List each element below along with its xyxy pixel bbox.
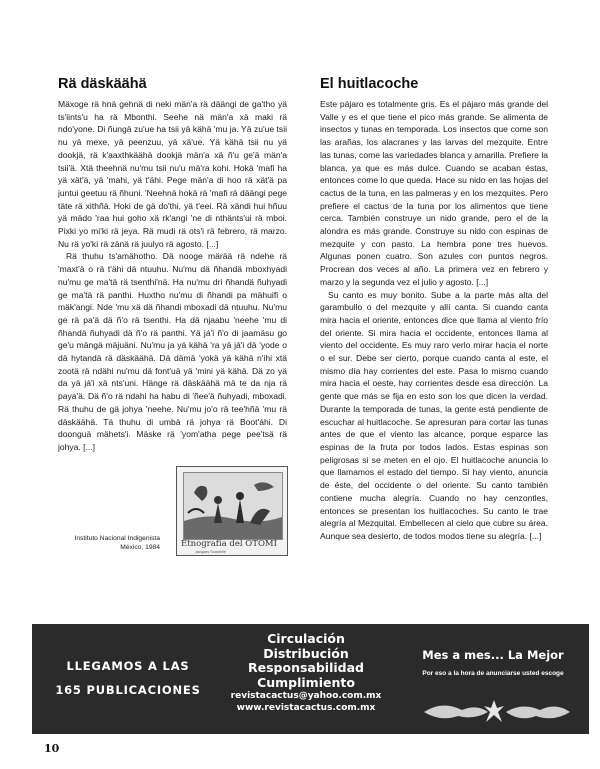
right-paragraph-2: Su canto es muy bonito. Sube a la parte más alta del garambullo o del mezquite y allí canta. Si cuando canta mira hacia el oriente, entonces dice que llama al viento frío del oriente. Si mira hacia el occidente, entonces llama al viento del occidente. Es muy raro verlo mirar hacia el norte o el sur. Debe ser cierto, porque cuando canta al este, el mismo día hay corrientes del este. Pasa lo mismo cuando mira hacia el oeste, hay corrientes desde esa dirección. La gente que más se fija en esto son los que dicen la verdad. Durante la temporada de tunas, la gente está pendiente de escuchar al huitlacoche. Se apresuran para cortar las tunas antes de que el viento las alcance, porque esparce las espinas de la fruta por todos lados. Estas espinas son peligrosas si se meten en el ojo. El huitlacoche anuncia lo que llamamos el estado del tiempo. Si hay viento, anuncia de éste, del occidente o del oriente. Su canto también contiene mucha alegría. Cuando no hay cenzontles, entonces se presentan los huitlacoches. Su canto le trae alegría al Mezquital. Embellecen al cielo que cubre su área. Aunque sea desierto, de todos modos tiene su alegría. [...] [320, 289, 548, 541]
banner-email[interactable]: revistacactus@yahoo.com.mx [230, 691, 382, 701]
banner-center-line1: Circulación [267, 631, 345, 646]
banner-center-line3: Responsabilidad [248, 660, 364, 675]
cactus-logo-icon [422, 696, 572, 724]
banner-left-line2: 165 PUBLICACIONES [55, 683, 201, 697]
banner-center-line4: Cumplimiento [257, 674, 355, 690]
book-title: Etnografía del OTOMÍ [181, 539, 277, 549]
book-illustration [183, 472, 283, 540]
banner-center-block [215, 632, 397, 714]
caption-place-year: México, 1984 [120, 543, 160, 551]
left-article [58, 76, 287, 454]
left-paragraph-2: Rä thuhu ts'amähotho. Dä nooge märää rä ndehe rä 'maxt'ä o rä t'ähi dä ntuuhu. Nu'mu dä ñhandä mboxhyadi nu'mu ge ma'tä rä tsenthi'nä. Ha nu'mu dri ñhandä ñuhyadi ge ma'tä rä panthi. Huxtho nu'mu di ñhandi pa mähuifi o mäk'angi. Nde 'mu xä dä ñhandi mboxadi dä ntuuhu. Nu'mu ge rä pa'ä dä ñ'o rä tsenthi. Ha dä njaabu 'neehe 'mu di ñhandä ñuhyadi dä ñ'o rä panthi. Yä já'i ñ'o di jaamäsu go ge'u mängä mäjuäni. Nu'mu ja yä kähä 'ra yä já'i dä 'yode o dä hytandä rä däskäähä. Dä dämä 'yokä yä kähä n'ihi xtä zootä rä ndähi nu'mu dä font'uä yä 'mini yä kähä. Dä zo yä da yä já'i xä nts'uni. Hänge rä däskäähä mä te da nja rä paya'ä. Dä ñ'o rä ndahi ha habu di 'ñee'ä ñuhyadi, mboxadi. Rä thuhu de gä johya 'neehe. Nu'mu jo'o rä tee'hñä 'mu rä däskäähä. Tä thuhu di umbä rä johya rä Boot'áhi. Di doonguä mähets'i. Mäske rä 'yom'atha pege pee'tsä rä johya. [...] [58, 251, 287, 452]
banner-right-title: Mes a mes... La Mejor [422, 648, 564, 662]
book-cover-image [176, 466, 288, 556]
left-paragraph-1: Mäxoge rä hnä gehnä di neki män'a rä däängi de ga'tho yä ts'iints'u ha rä Mbonthi. Seehe nä män'a xä maki rä ndo'yone. Di ñungä zu'ue ha tsii yä kähä 'mu ja. Yä zu'ue tsii nu yä mexe, yä peenzuu, yä xä'ue. Yä kähä tsii nu yä dookjä, rä k'aaxthkäähä dookjä män'a xä ñ'u ge'ä män'a tsii'ä. Xtä theehnä nu'mu tsii nu'u mä'ra kohi. Hokä 'mafi ha yä xät'ä, yä 'mahi, yä t'ähi. Pege män'a di hoo rä xät'ä pa juntui geetuu rä ñhuni. 'Neehnä hokä rä 'mafi rä däängi pege täte rä xithñä. Hoki de gä do'thi, yä t'eei. Rä xändi hui hñuu yä mädo 'raa hui goho xä rk'angi 'ne di nthänts'ui rä mboi. Pixki yo mi'ki rä jeya. Rä mudi rä ots'i rä febrero, rä marzo. Nu rä yo'ki rä zänä rä juulyo rä agosto. [...] [58, 99, 287, 249]
banner-center-line2: Distribución [263, 645, 349, 661]
right-article-title: El huitlacoche [320, 76, 419, 92]
illustration-icon [184, 473, 282, 539]
right-article [320, 76, 548, 543]
banner-left-block [32, 654, 224, 702]
image-caption [60, 535, 160, 552]
banner-right-block [397, 648, 589, 677]
book-author: Jacques Soustelle [195, 550, 226, 554]
right-paragraph-1: Este pájaro es totalmente gris. Es el pájaro más grande del Valle y es el que tiene el pico más grande. Se alimenta de insectos y tunas en temporada. Los insectos que come son las arañas, los alacranes y las larvas del mezquite. Entre las tunas, come las variedades blanca y amarilla. Prefiere la blanca, ya que es más dulce. Cuando se acaban éstas, entonces come lo que queda. Hace su nido en las hojas del cactus de la tuna, en las palmeras y en los mezquites. Pero prefiere el cactus de la tuna por los alimentos que tiene cerca. También construye un nido grande, pero el de la alondra es más grande. Construye su nido con espinas de mezquite y con pasto. La hembra pone tres huevos. Algunas ponen cuatro. Son azules con puntos negros. Procrean dos veces al año. La primera vez en febrero y marzo y la segunda vez el julio y agosto. [...] [320, 99, 548, 287]
banner-right-subtitle: Por eso a la hora de anunciarse usted escoge [422, 670, 564, 677]
ad-banner [32, 624, 589, 734]
page-number: 10 [44, 742, 60, 755]
caption-institution: Instituto Nacional Indigenista [74, 535, 160, 542]
banner-left-line1: LLEGAMOS A LAS [66, 659, 190, 673]
left-article-title: Rä däskäähä [58, 76, 147, 92]
banner-website[interactable]: www.revistacactus.com.mx [236, 703, 376, 713]
